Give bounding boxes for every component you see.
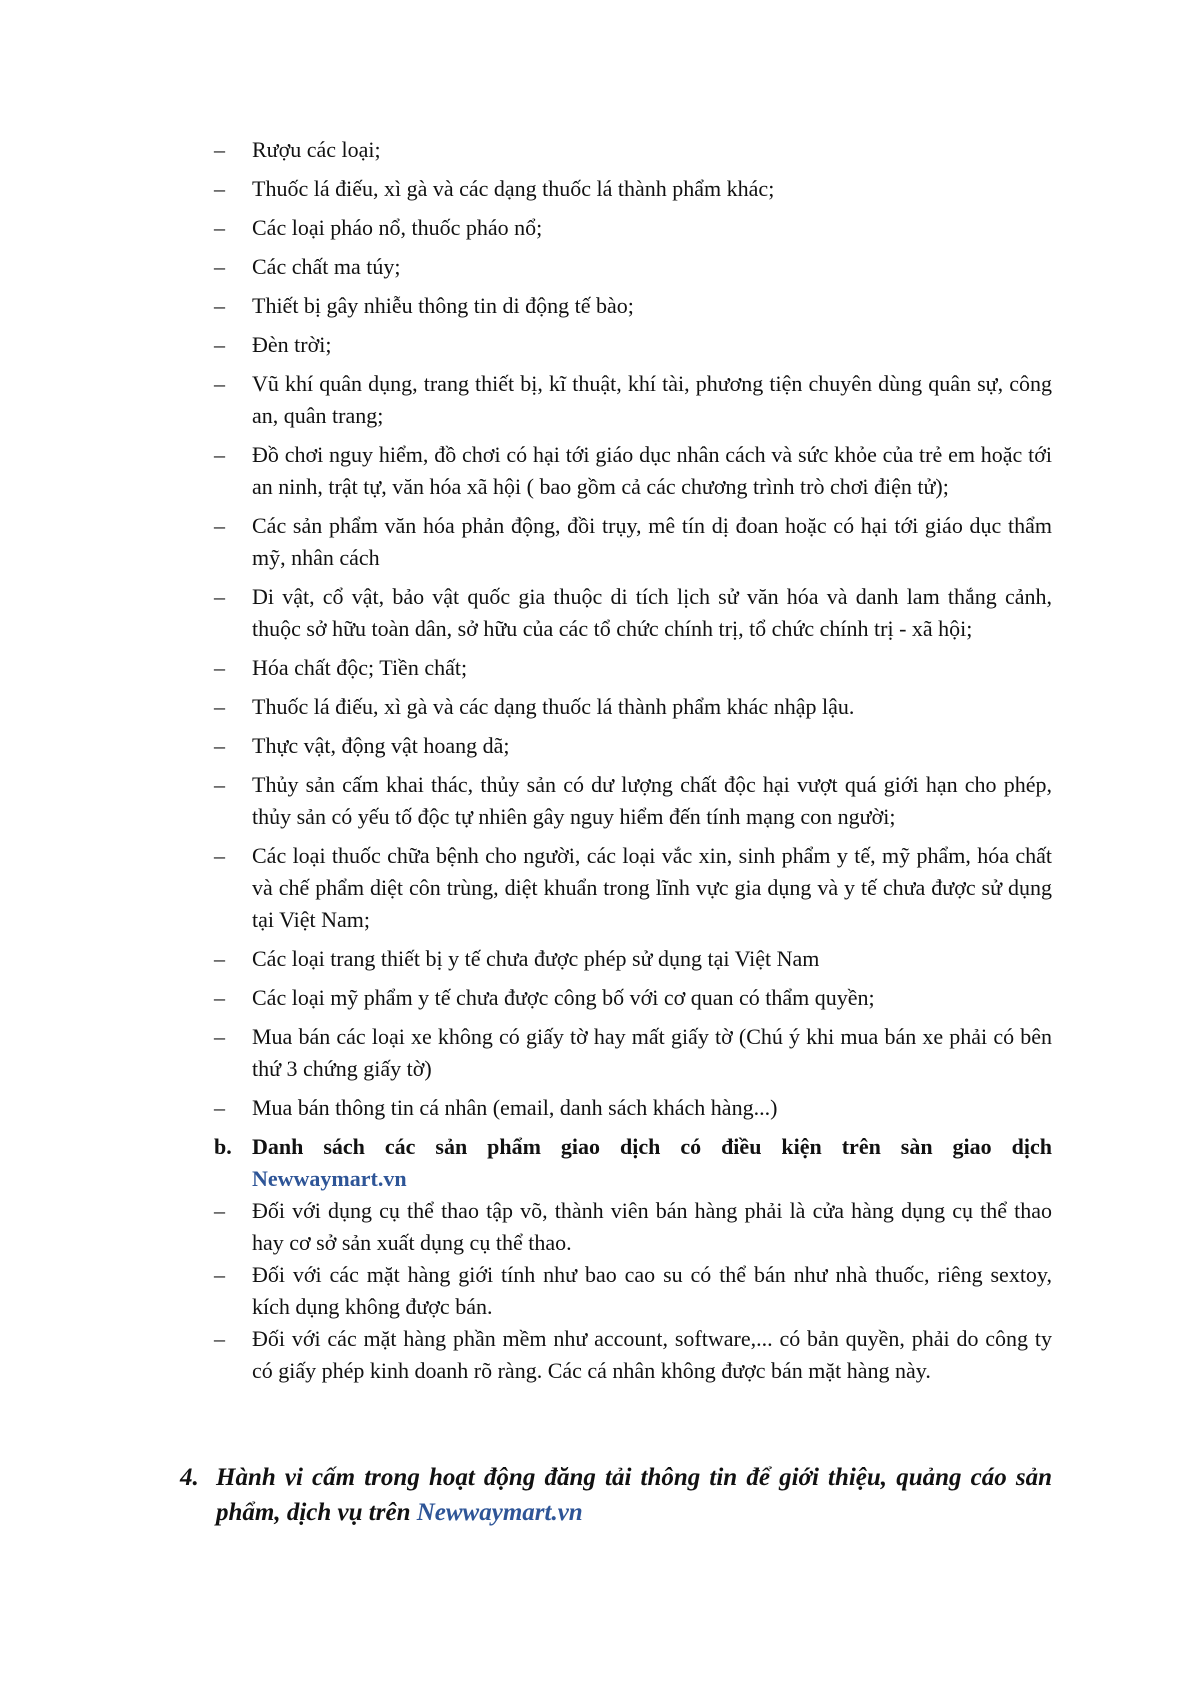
item-text: Thuốc lá điếu, xì gà và các dạng thuốc lá thành phẩm khác nhập lậu. bbox=[252, 694, 855, 719]
list-item bbox=[214, 652, 1052, 684]
item-text: Đồ chơi nguy hiểm, đồ chơi có hại tới giáo dục nhân cách và sức khỏe của trẻ em hoặc tới an ninh, trật tự, văn hóa xã hội ( bao gồm cả các chương trình trò chơi điện tử); bbox=[252, 442, 1052, 499]
dash-marker: – bbox=[214, 293, 225, 318]
item-text: Đối với các mặt hàng phần mềm như account, software,... có bản quyền, phải do công ty có giấy phép kinh doanh rõ ràng. Các cá nhân không được bán mặt hàng này. bbox=[252, 1326, 1052, 1383]
dash-marker: – bbox=[214, 1262, 225, 1287]
dash-marker: – bbox=[214, 946, 225, 971]
dash-marker: – bbox=[214, 733, 225, 758]
item-text: Thuốc lá điếu, xì gà và các dạng thuốc lá thành phẩm khác; bbox=[252, 176, 775, 201]
list-item bbox=[214, 368, 1052, 432]
item-text: Các sản phẩm văn hóa phản động, đồi trụy, mê tín dị đoan hoặc có hại tới giáo dục thẩm mỹ, nhân cách bbox=[252, 513, 1052, 570]
newwaymart-link[interactable]: Newwaymart.vn bbox=[416, 1499, 583, 1526]
list-item bbox=[214, 943, 1052, 975]
list-item bbox=[214, 134, 1052, 166]
dash-marker: – bbox=[214, 694, 225, 719]
dash-marker: – bbox=[214, 332, 225, 357]
item-text: Đối với dụng cụ thể thao tập võ, thành viên bán hàng phải là cửa hàng dụng cụ thể thao hay cơ sở sản xuất dụng cụ thể thao. bbox=[252, 1198, 1052, 1255]
list-item bbox=[214, 173, 1052, 205]
dash-marker: – bbox=[214, 1198, 225, 1223]
list-item bbox=[214, 1195, 1052, 1259]
list-item bbox=[214, 251, 1052, 283]
item-text: Di vật, cổ vật, bảo vật quốc gia thuộc di tích lịch sử văn hóa và danh lam thắng cảnh, thuộc sở hữu toàn dân, sở hữu của các tổ chức chính trị, tổ chức chính trị - xã hội; bbox=[252, 584, 1052, 641]
section-4-heading bbox=[180, 1460, 1052, 1530]
dash-marker: – bbox=[214, 254, 225, 279]
section-b-heading bbox=[214, 1131, 1052, 1195]
dash-marker: – bbox=[214, 843, 225, 868]
dash-marker: – bbox=[214, 442, 225, 467]
dash-marker: – bbox=[214, 772, 225, 797]
list-item bbox=[214, 1323, 1052, 1387]
dash-marker: – bbox=[214, 1095, 225, 1120]
list-item bbox=[214, 329, 1052, 361]
item-text: Thủy sản cấm khai thác, thủy sản có dư lượng chất độc hại vượt quá giới hạn cho phép, thủy sản có yếu tố độc tự nhiên gây nguy hiểm đến tính mạng con người; bbox=[252, 772, 1052, 829]
item-text: Đối với các mặt hàng giới tính như bao cao su có thể bán như nhà thuốc, riêng sextoy, kích dụng không được bán. bbox=[252, 1262, 1052, 1319]
item-text: Hóa chất độc; Tiền chất; bbox=[252, 655, 468, 680]
list-item bbox=[214, 439, 1052, 503]
item-text: Thiết bị gây nhiễu thông tin di động tế bào; bbox=[252, 293, 634, 318]
dash-marker: – bbox=[214, 176, 225, 201]
dash-marker: – bbox=[214, 584, 225, 609]
section-4-title: Hành vi cấm trong hoạt động đăng tải thông tin để giới thiệu, quảng cáo sản phẩm, dịch vụ trên bbox=[216, 1464, 1052, 1526]
item-text: Mua bán thông tin cá nhân (email, danh sách khách hàng...) bbox=[252, 1095, 778, 1120]
newwaymart-link[interactable]: Newwaymart.vn bbox=[252, 1166, 407, 1191]
list-item bbox=[214, 1259, 1052, 1323]
item-text: Rượu các loại; bbox=[252, 137, 381, 162]
item-text: Vũ khí quân dụng, trang thiết bị, kĩ thuật, khí tài, phương tiện chuyên dùng quân sự, công an, quân trang; bbox=[252, 371, 1052, 428]
item-text: Mua bán các loại xe không có giấy tờ hay mất giấy tờ (Chú ý khi mua bán xe phải có bên thứ 3 chứng giấy tờ) bbox=[252, 1024, 1052, 1081]
item-text: Các loại trang thiết bị y tế chưa được phép sử dụng tại Việt Nam bbox=[252, 946, 820, 971]
dash-marker: – bbox=[214, 1024, 225, 1049]
dash-marker: – bbox=[214, 137, 225, 162]
item-text: Các loại thuốc chữa bệnh cho người, các loại vắc xin, sinh phẩm y tế, mỹ phẩm, hóa chất và chế phẩm diệt côn trùng, diệt khuẩn trong lĩnh vực gia dụng và y tế chưa được sử dụng tại Việt Nam; bbox=[252, 843, 1052, 932]
list-item bbox=[214, 510, 1052, 574]
item-text: Các loại pháo nổ, thuốc pháo nổ; bbox=[252, 215, 543, 240]
list-item bbox=[214, 691, 1052, 723]
list-item bbox=[214, 1021, 1052, 1085]
item-text: Các loại mỹ phẩm y tế chưa được công bố với cơ quan có thẩm quyền; bbox=[252, 985, 875, 1010]
dash-marker: – bbox=[214, 655, 225, 680]
list-item bbox=[214, 290, 1052, 322]
list-item bbox=[214, 1092, 1052, 1124]
list-item bbox=[214, 212, 1052, 244]
dash-marker: – bbox=[214, 513, 225, 538]
item-text: Thực vật, động vật hoang dã; bbox=[252, 733, 510, 758]
list-item bbox=[214, 982, 1052, 1014]
item-text: Các chất ma túy; bbox=[252, 254, 401, 279]
section-b-marker: b. bbox=[214, 1134, 232, 1159]
dash-marker: – bbox=[214, 985, 225, 1010]
list-item bbox=[214, 581, 1052, 645]
dash-marker: – bbox=[214, 1326, 225, 1351]
dash-marker: – bbox=[214, 371, 225, 396]
list-item bbox=[214, 769, 1052, 833]
section-b-title: Danh sách các sản phẩm giao dịch có điều kiện trên sàn giao dịch bbox=[252, 1134, 1052, 1159]
list-item bbox=[214, 730, 1052, 762]
prohibited-items-list bbox=[214, 134, 1052, 1387]
dash-marker: – bbox=[214, 215, 225, 240]
item-text: Đèn trời; bbox=[252, 332, 332, 357]
list-item bbox=[214, 840, 1052, 936]
section-4-number: 4. bbox=[180, 1464, 199, 1491]
